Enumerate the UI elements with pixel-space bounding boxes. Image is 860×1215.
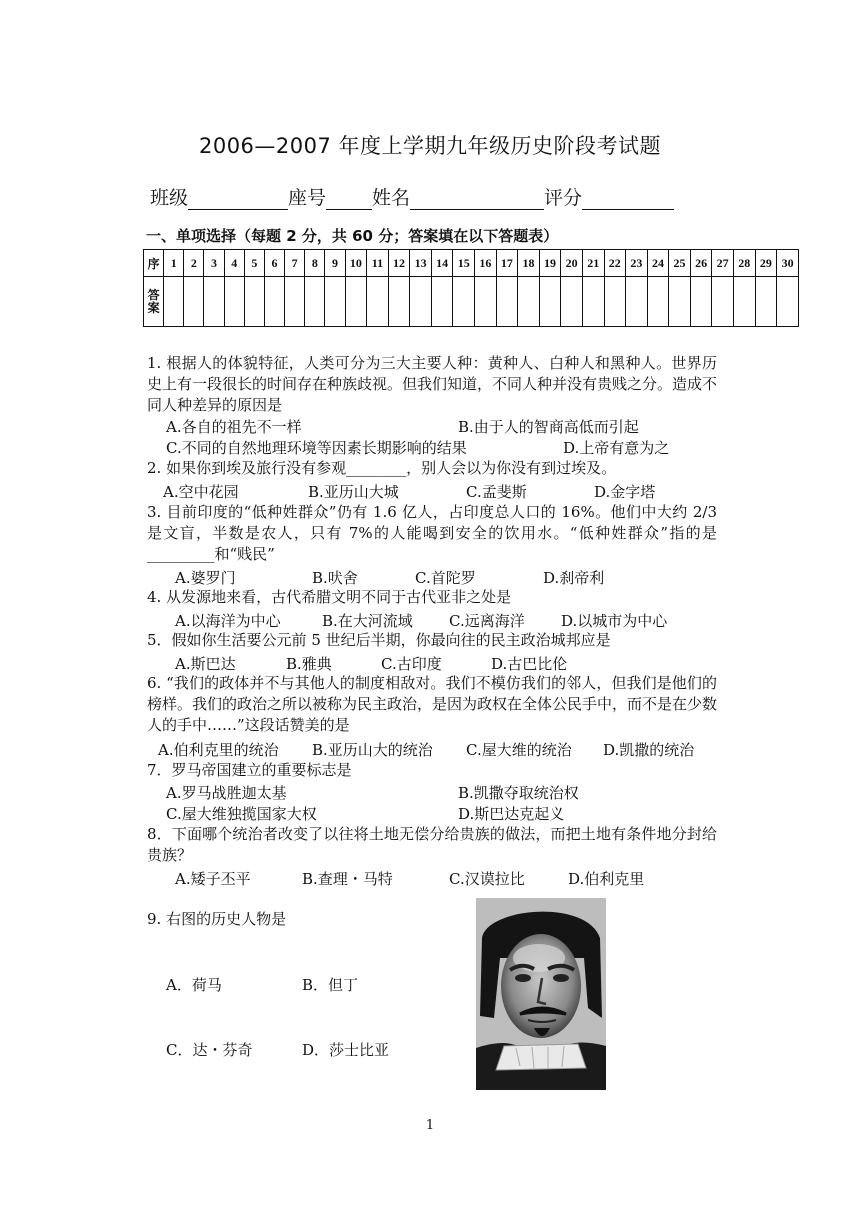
question-4-option-a[interactable]: A.以海洋为中心 [175, 612, 281, 630]
score-blank[interactable] [582, 189, 674, 210]
answer-cell[interactable] [626, 277, 648, 327]
class-blank[interactable] [188, 189, 288, 210]
question-7-option-a[interactable]: A.罗马战胜迦太基 [166, 784, 287, 802]
question-4-option-c[interactable]: C.远离海洋 [449, 612, 525, 630]
question-2-option-c[interactable]: C.孟斐斯 [466, 483, 527, 501]
question-number-cell: 5 [244, 250, 264, 277]
question-5-option-a[interactable]: A.斯巴达 [175, 655, 236, 673]
question-number-cell: 9 [325, 250, 345, 277]
answer-cell[interactable] [755, 277, 777, 327]
answer-cell[interactable] [496, 277, 518, 327]
question-1-option-c[interactable]: C.不同的自然地理环境等因素长期影响的结果 [166, 439, 467, 457]
question-6-option-a[interactable]: A.伯利克里的统治 [158, 741, 279, 759]
answer-table-number-row [144, 250, 799, 277]
question-number-cell: 12 [388, 250, 410, 277]
answer-cell[interactable] [204, 277, 224, 327]
seat-blank[interactable] [326, 189, 372, 210]
question-2-option-b[interactable]: B.亚历山大城 [308, 483, 399, 501]
answer-cell[interactable] [539, 277, 561, 327]
answer-cell[interactable] [777, 277, 799, 327]
answer-cell[interactable] [582, 277, 604, 327]
question-9-option-c[interactable]: C．达・芬奇 [166, 1041, 253, 1059]
question-1-option-b[interactable]: B.由于人的智商高低而引起 [458, 418, 639, 436]
exam-title: 2006—2007 年度上学期九年级历史阶段考试题 [198, 134, 662, 158]
answer-cell[interactable] [518, 277, 540, 327]
question-number-cell: 16 [475, 250, 497, 277]
question-number-cell: 29 [755, 250, 777, 277]
answer-cell[interactable] [712, 277, 734, 327]
question-number-cell: 2 [184, 250, 204, 277]
answer-cell[interactable] [184, 277, 204, 327]
question-7-option-d[interactable]: D.斯巴达克起义 [458, 805, 565, 823]
answer-cell[interactable] [669, 277, 691, 327]
question-5-stem: 5．假如你生活要公元前 5 世纪后半期，你最向往的民主政治城邦应是 [147, 631, 611, 649]
question-number-cell: 17 [496, 250, 518, 277]
question-5-option-c[interactable]: C.古印度 [381, 655, 442, 673]
question-7-option-b[interactable]: B.凯撒夺取统治权 [458, 784, 579, 802]
question-8-option-a[interactable]: A.矮子丕平 [175, 870, 251, 888]
question-3-option-c[interactable]: C.首陀罗 [415, 569, 476, 587]
score-label: 评分 [544, 187, 583, 209]
question-number-cell: 6 [264, 250, 284, 277]
question-number-cell: 14 [431, 250, 453, 277]
answer-cell[interactable] [453, 277, 475, 327]
answer-cell[interactable] [475, 277, 497, 327]
question-6-stem: 6. “我们的政体并不与其他人的制度相敌对。我们不模仿我们的邻人，但我们是他们的榜样。我们的政治之所以被称为民主政治，是因为政权在全体公民手中，而不是在少数人的手中……”这段话赞美的是 [147, 674, 718, 734]
answer-cell[interactable] [733, 277, 755, 327]
question-number-cell: 30 [777, 250, 799, 277]
question-3-option-d[interactable]: D.刹帝利 [543, 569, 605, 587]
question-number-cell: 3 [204, 250, 224, 277]
question-4-option-b[interactable]: B.在大河流域 [322, 612, 413, 630]
question-8-option-d[interactable]: D.伯利克里 [568, 870, 645, 888]
question-number-cell: 7 [285, 250, 305, 277]
answer-cell[interactable] [244, 277, 264, 327]
question-8-stem: 8．下面哪个统治者改变了以往将土地无偿分给贵族的做法，而把土地有条件地分封给贵族？ [147, 825, 717, 864]
question-3-option-a[interactable]: A.婆罗门 [175, 569, 236, 587]
question-number-cell: 18 [518, 250, 540, 277]
question-number-cell: 4 [224, 250, 244, 277]
portrait-image [476, 898, 606, 1090]
question-number-cell: 8 [305, 250, 325, 277]
answer-cell[interactable] [604, 277, 626, 327]
question-2-option-a[interactable]: A.空中花园 [163, 483, 239, 501]
answer-cell[interactable] [164, 277, 184, 327]
answer-cell[interactable] [367, 277, 389, 327]
question-1-option-d[interactable]: D.上帝有意为之 [563, 439, 670, 457]
portrait-drawing [476, 898, 606, 1090]
question-6-option-d[interactable]: D.凯撒的统治 [603, 741, 695, 759]
question-number-cell: 10 [345, 250, 367, 277]
question-5-option-b[interactable]: B.雅典 [286, 655, 332, 673]
answer-cell[interactable] [647, 277, 669, 327]
question-number-cell: 1 [164, 250, 184, 277]
question-8-option-b[interactable]: B.查理・马特 [302, 870, 393, 888]
question-3-option-b[interactable]: B.吠舍 [312, 569, 358, 587]
question-number-cell: 15 [453, 250, 475, 277]
question-2-stem: 2. 如果你到埃及旅行没有参观________，别人会以为你没有到过埃及。 [147, 459, 617, 477]
answer-cell[interactable] [285, 277, 305, 327]
question-9-option-b[interactable]: B．但丁 [302, 976, 359, 994]
number-row-label: 序 [144, 250, 164, 277]
question-4-option-d[interactable]: D.以城市为中心 [561, 612, 668, 630]
section-heading: 一、单项选择（每题 2 分，共 60 分；答案填在以下答题表） [146, 227, 559, 245]
question-number-cell: 21 [582, 250, 604, 277]
question-2-option-d[interactable]: D.金字塔 [594, 483, 656, 501]
name-label: 姓名 [372, 187, 411, 209]
answer-row-label-text: 答案 [147, 287, 160, 315]
question-7-stem: 7．罗马帝国建立的重要标志是 [147, 761, 352, 779]
answer-table-answer-row [144, 277, 799, 327]
question-9-option-d[interactable]: D．莎士比亚 [302, 1041, 390, 1059]
question-number-cell: 24 [647, 250, 669, 277]
answer-row-label [144, 277, 164, 327]
question-number-cell: 25 [669, 250, 691, 277]
question-1-option-a[interactable]: A.各自的祖先不一样 [166, 418, 302, 436]
answer-cell[interactable] [431, 277, 453, 327]
answer-table [143, 249, 799, 327]
question-number-cell: 19 [539, 250, 561, 277]
answer-cell[interactable] [325, 277, 345, 327]
question-8-option-c[interactable]: C.汉谟拉比 [449, 870, 525, 888]
question-4-stem: 4. 从发源地来看，古代希腊文明不同于古代亚非之处是 [147, 588, 512, 606]
answer-cell[interactable] [224, 277, 244, 327]
answer-cell[interactable] [388, 277, 410, 327]
question-number-cell: 20 [561, 250, 583, 277]
question-1-stem: 1. 根据人的体貌特征，人类可分为三大主要人种：黄种人、白种人和黑种人。世界历史上有一段很长的时间存在种族歧视。但我们知道，不同人种并没有贵贱之分。造成不同人种差异的原因是 [147, 354, 718, 414]
seat-label: 座号 [288, 187, 327, 209]
answer-cell[interactable] [561, 277, 583, 327]
question-6-option-c[interactable]: C.屋大维的统治 [466, 741, 572, 759]
question-9-stem: 9. 右图的历史人物是 [147, 910, 287, 928]
question-number-cell: 11 [367, 250, 389, 277]
question-6-option-b[interactable]: B.亚历山大的统治 [312, 741, 433, 759]
answer-cell[interactable] [410, 277, 432, 327]
answer-cell[interactable] [305, 277, 325, 327]
name-blank[interactable] [410, 189, 544, 210]
page-number: 1 [425, 1118, 435, 1133]
question-number-cell: 23 [626, 250, 648, 277]
question-9-option-a[interactable]: A．荷马 [166, 976, 222, 994]
question-number-cell: 26 [690, 250, 712, 277]
student-info-line [150, 183, 674, 210]
question-number-cell: 28 [733, 250, 755, 277]
answer-cell[interactable] [264, 277, 284, 327]
class-label: 班级 [150, 187, 189, 209]
question-5-option-d[interactable]: D.古巴比伦 [491, 655, 568, 673]
question-number-cell: 27 [712, 250, 734, 277]
question-3-stem: 3. 目前印度的“低种姓群众”仍有 1.6 亿人，占印度总人口的 16%。他们中大约 2/3 是文盲，半数是农人，只有 7%的人能喝到安全的饮用水。“低种姓群众”指的是_________和“贱民” [147, 503, 717, 563]
answer-cell[interactable] [690, 277, 712, 327]
question-7-option-c[interactable]: C.屋大维独揽国家大权 [166, 805, 317, 823]
question-number-cell: 13 [410, 250, 432, 277]
question-number-cell: 22 [604, 250, 626, 277]
answer-cell[interactable] [345, 277, 367, 327]
